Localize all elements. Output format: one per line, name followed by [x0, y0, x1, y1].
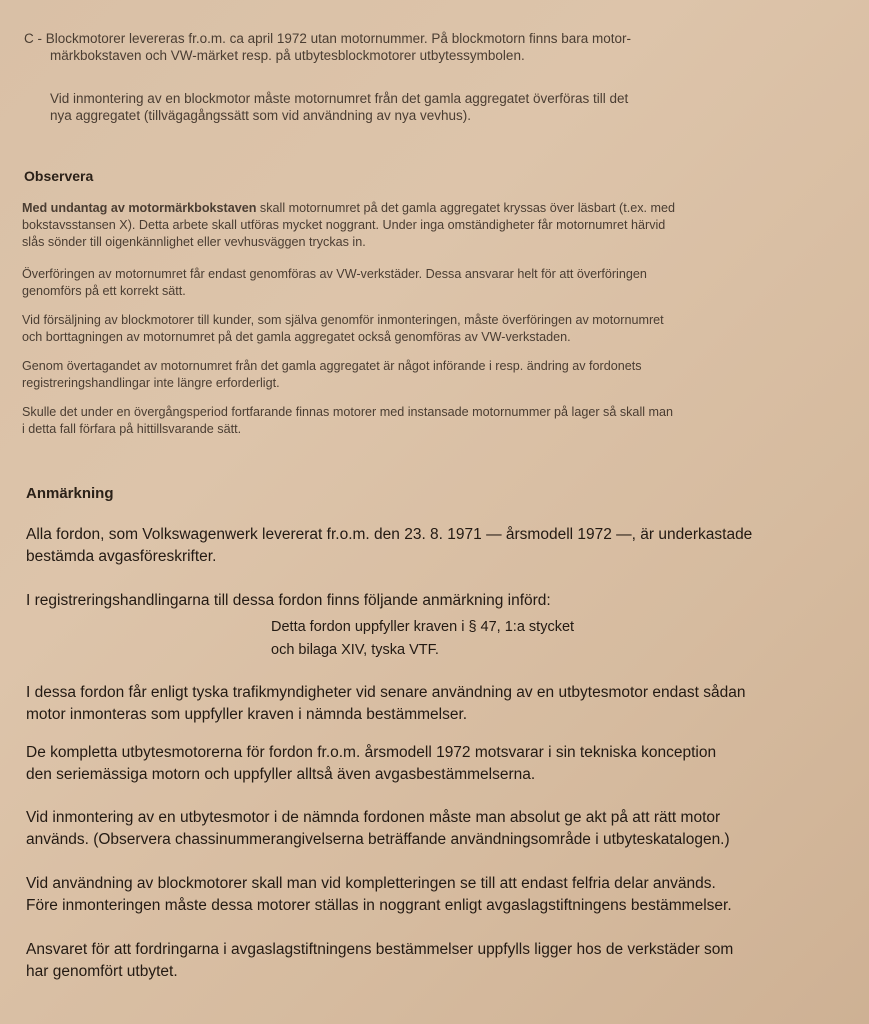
text-line: används. (Observera chassinummerangivelserna beträffande användningsområde i utbyteskatalogen.): [26, 831, 730, 848]
anmarkning-paragraph-6: [26, 873, 732, 917]
bold-lead-text: Med undantag av motormärkbokstaven: [22, 201, 257, 215]
text-line: genomförs på ett korrekt sätt.: [22, 284, 186, 298]
observera-heading: Observera: [24, 168, 94, 184]
text-line-content: Blockmotorer levereras fr.o.m. ca april 1972 utan motornummer. På blockmotorn finns bara motor-: [45, 31, 632, 46]
anmarkning-paragraph-2: [26, 590, 551, 612]
anmarkning-quote: [271, 616, 574, 662]
text-line: slås sönder till oigenkännlighet eller vevhusväggen tryckas in.: [22, 235, 366, 249]
observera-paragraph-1: [22, 200, 675, 251]
text-line: Vid användning av blockmotorer skall man vid kompletteringen se till att endast felfria delar används.: [26, 875, 716, 892]
anmarkning-heading: Anmärkning: [26, 485, 114, 502]
text-line: Detta fordon uppfyller kraven i § 47, 1:a stycket: [271, 619, 575, 635]
section-c-marker: C -: [24, 31, 42, 46]
text-line: registreringshandlingar inte längre erforderligt.: [22, 376, 280, 390]
anmarkning-paragraph-4: [26, 742, 716, 786]
text-line: Vid inmontering av en blockmotor måste motornumret från det gamla aggregatet överföras till det: [50, 91, 629, 106]
anmarkning-paragraph-5: [26, 807, 730, 851]
text-line: och borttagningen av motornumret på det gamla aggregatet också genomföras av VW-verkstaden.: [22, 330, 571, 344]
text-line: motor inmonteras som uppfyller kraven i nämnda bestämmelser.: [26, 706, 468, 723]
text-line: De kompletta utbytesmotorerna för fordon fr.o.m. årsmodell 1972 motsvarar i sin tekniska konception: [26, 744, 717, 761]
text-line: och bilaga XIV, tyska VTF.: [271, 642, 439, 658]
section-c-paragraph-1: [24, 30, 631, 64]
text-line: den seriemässiga motorn och uppfyller alltså även avgasbestämmelserna.: [26, 766, 536, 783]
text-line: nya aggregatet (tillvägagångssätt som vid användning av nya vevhus).: [50, 108, 472, 123]
observera-paragraph-2: [22, 266, 647, 300]
text-line: Ansvaret för att fordringarna i avgaslagstiftningens bestämmelser uppfylls ligger hos de verkstäder som: [26, 941, 734, 958]
text-line: Överföringen av motornumret får endast genomföras av VW-verkstäder. Dessa ansvarar helt för att överföringen: [22, 267, 647, 281]
text-line: bokstavsstansen X). Detta arbete skall utföras mycket noggrant. Under inga omständigheter får motornumret härvid: [22, 218, 666, 232]
anmarkning-paragraph-1: [26, 524, 752, 568]
text-line: Vid försäljning av blockmotorer till kunder, som själva genomför inmonteringen, måste överföringen av motornumret: [22, 313, 664, 327]
text-line: i detta fall förfara på hittillsvarande sätt.: [22, 422, 242, 436]
text-line: har genomfört utbytet.: [26, 963, 178, 980]
text-line: bestämda avgasföreskrifter.: [26, 548, 217, 565]
section-c-paragraph-2: [50, 90, 628, 124]
anmarkning-paragraph-7: [26, 939, 733, 983]
text-line-content: skall motornumret på det gamla aggregatet kryssas över läsbart (t.ex. med: [256, 201, 676, 215]
observera-paragraph-3: [22, 312, 664, 346]
text-line: Vid inmontering av en utbytesmotor i de nämnda fordonen måste man absolut ge akt på att rätt motor: [26, 809, 721, 826]
text-line: [24, 30, 631, 47]
text-line: [22, 200, 675, 217]
anmarkning-paragraph-3: [26, 682, 745, 726]
text-line: I dessa fordon får enligt tyska trafikmyndigheter vid senare användning av en utbytesmotor endast sådan: [26, 684, 746, 701]
text-line: märkbokstaven och VW-märket resp. på utbytesblockmotorer utbytessymbolen.: [50, 48, 525, 63]
text-line: Skulle det under en övergångsperiod fortfarande finnas motorer med instansade motornummer på lager så skall man: [22, 405, 674, 419]
text-line: Alla fordon, som Volkswagenwerk levererat fr.o.m. den 23. 8. 1971 — årsmodell 1972 —, är underkastade: [26, 526, 753, 543]
text-line: Genom övertagandet av motornumret från det gamla aggregatet är något införande i resp. ändring av fordonets: [22, 359, 642, 373]
observera-paragraph-4: [22, 358, 642, 392]
text-line: I registreringshandlingarna till dessa fordon finns följande anmärkning införd:: [26, 592, 551, 609]
text-line: Före inmonteringen måste dessa motorer ställas in noggrant enligt avgaslagstiftningens bestämmelser.: [26, 897, 732, 914]
observera-paragraph-5: [22, 404, 673, 438]
